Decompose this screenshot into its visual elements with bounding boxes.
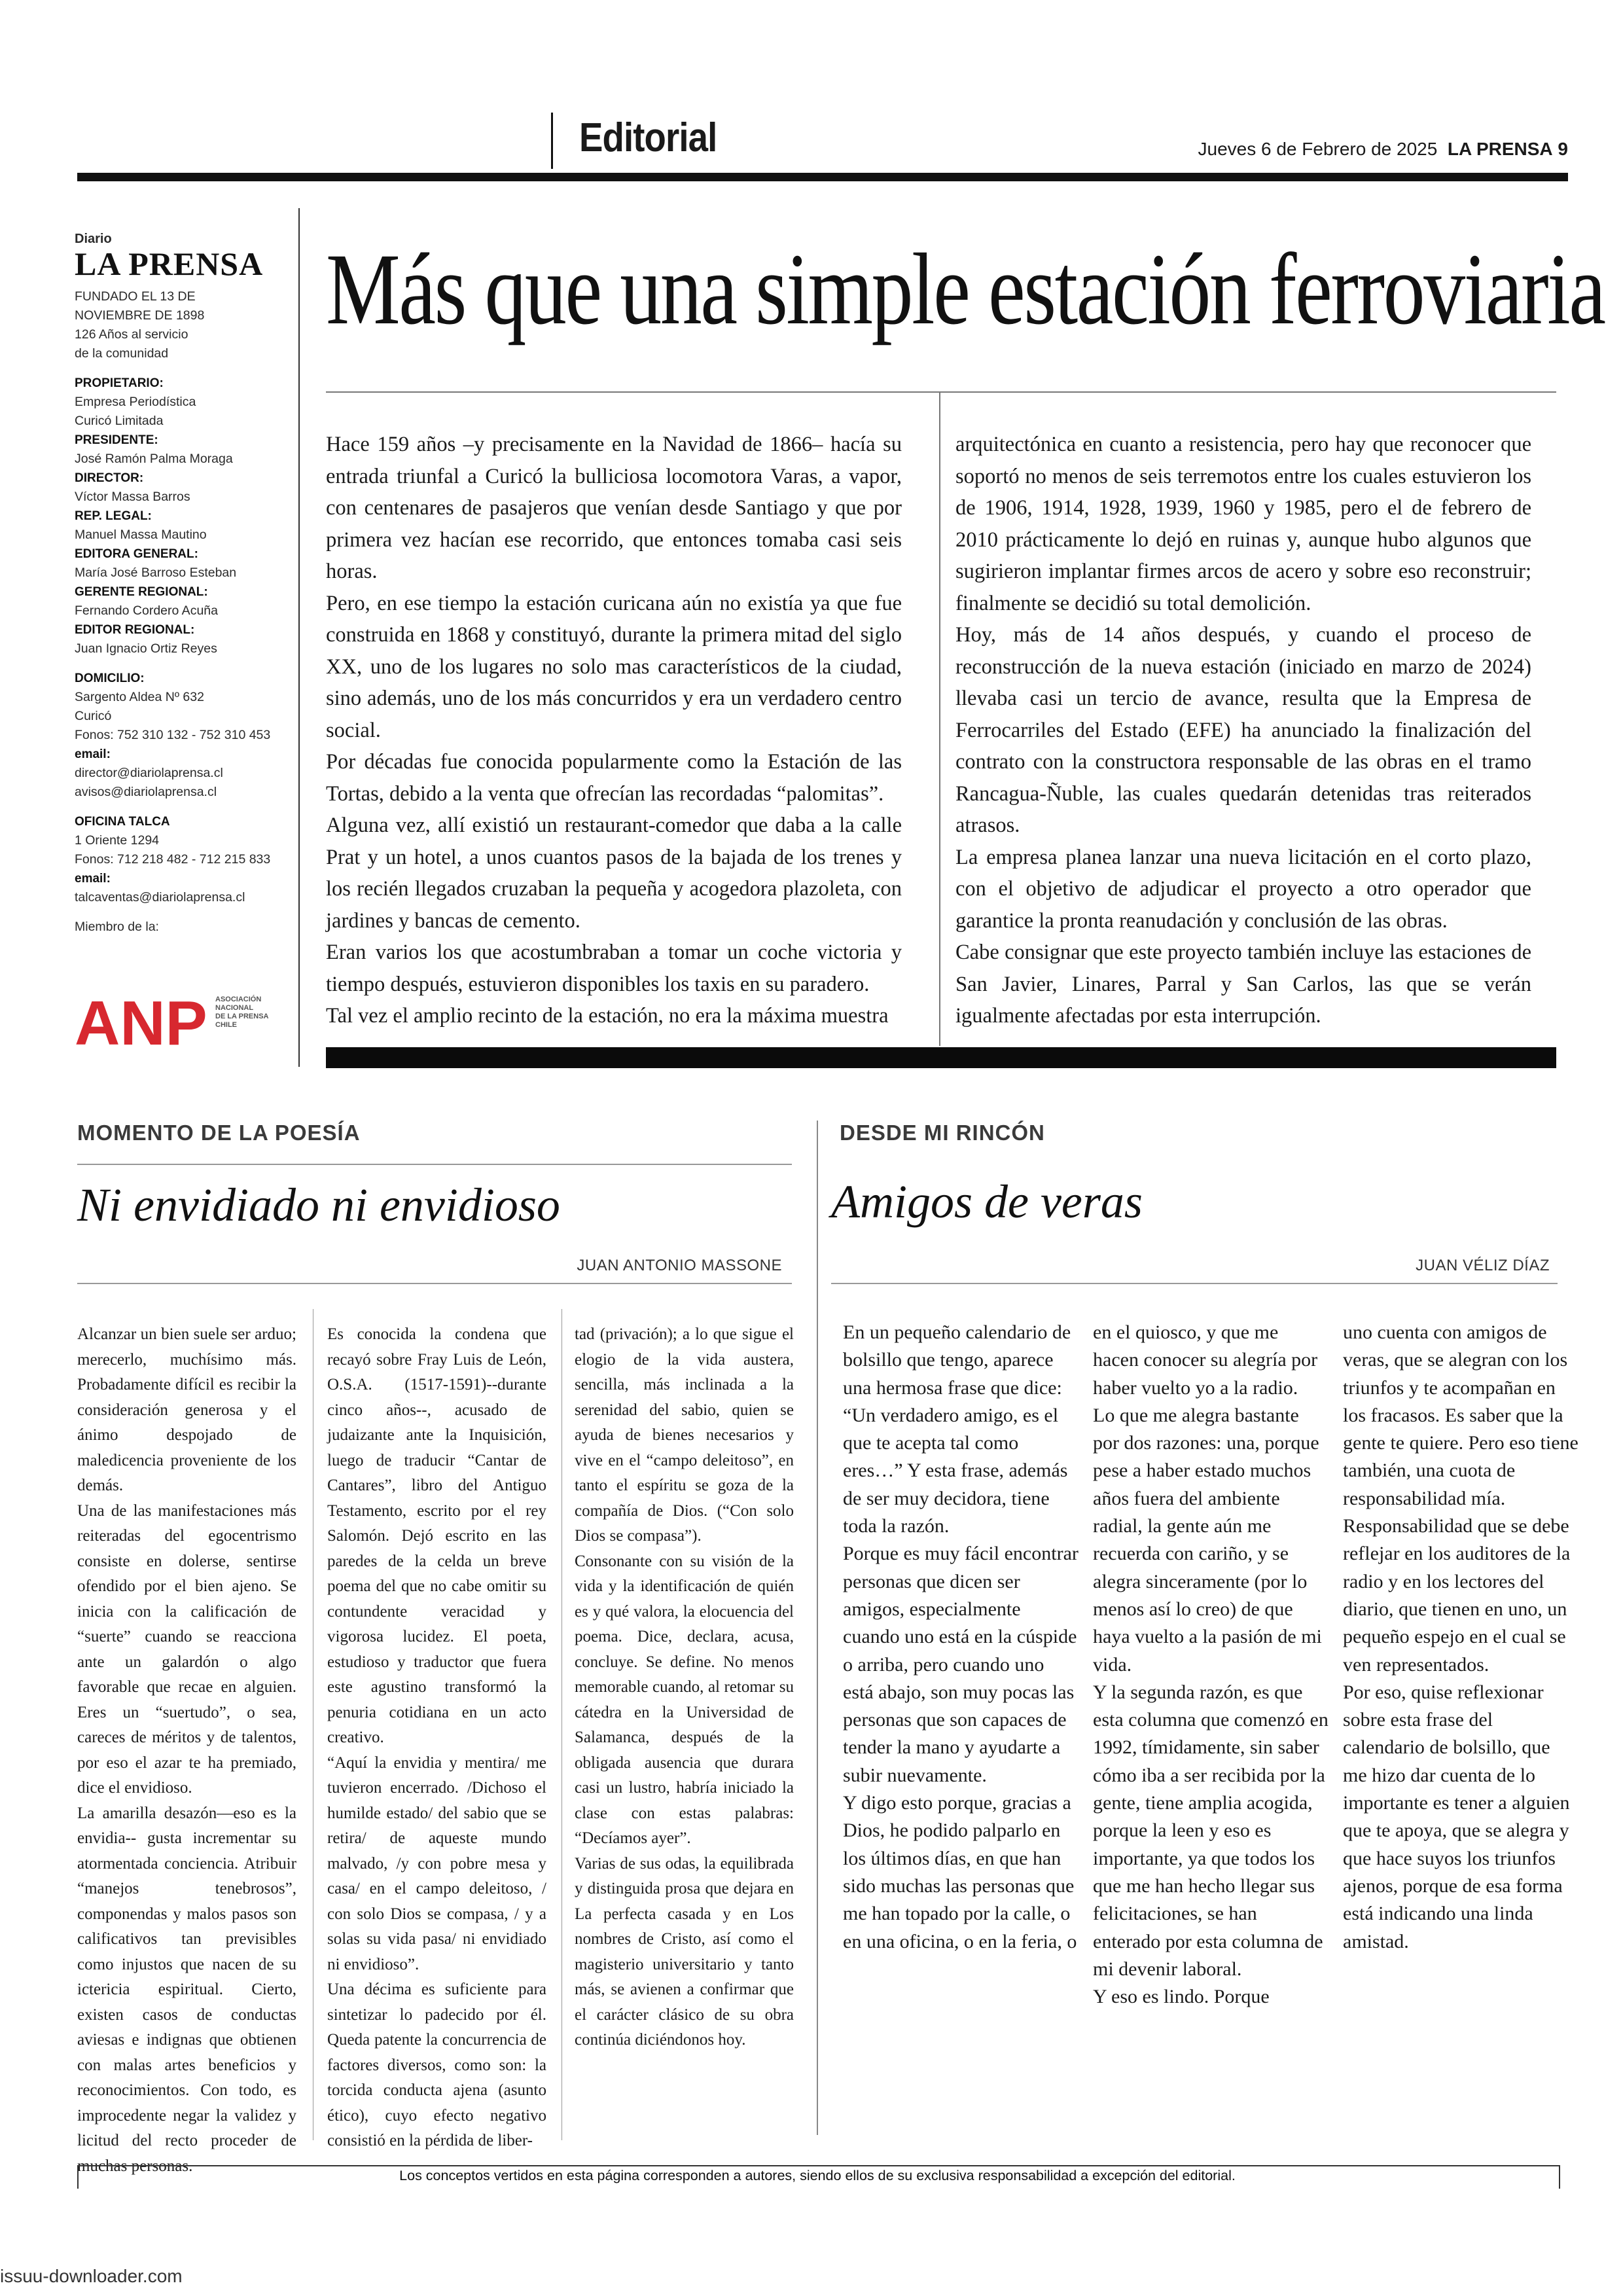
header-rule (77, 173, 1568, 181)
rincon-column-3 (1343, 1319, 1578, 1956)
domicilio-line: Curicó (75, 709, 112, 723)
masthead-role-label: REP. LEGAL: (75, 509, 152, 523)
editorial-headline: Más que una simple estación ferroviaria (326, 232, 1605, 346)
paragraph: Responsabilidad que se debe reflejar en los auditores de la radio y en los lectores del diario, que tienen en uno, un pequeño espejo en el cual se ven representados. (1343, 1515, 1571, 1676)
paragraph: Una de las manifestaciones más reiteradas del egocentrismo consiste en dolerse, sentirse ofendido por el bien ajeno. Se inicia con la calificación de “suerte” cuando se reacciona ante un galardón o algo favorable que recae en alguien. Eres un “suertudo”, o sea, careces de méritos y de talentos, por eso el azar te ha premiado, dice el envidioso. (77, 1501, 296, 1797)
paragraph: Lo que me alegra bastante por dos razones: una, porque pese a haber estado muchos años fuera del ambiente radial, la gente aún me recuerda con cariño, y se alegra sinceramente (por lo menos así lo creo) de que haya vuelto a la pasión de mi vida. (1093, 1404, 1322, 1676)
paragraph: La empresa planea lanzar una nueva licitación en el corto plazo, con el objetivo de adjudicar el proyecto a otro operador que garantice la pronta reanudación y conclusión de las obras. (955, 845, 1531, 933)
paragraph: Y eso es lindo. Porque (1093, 1986, 1270, 2008)
poesia-kicker: MOMENTO DE LA POESÍA (77, 1121, 361, 1145)
poesia-kicker-rule (77, 1164, 792, 1165)
email-address[interactable]: avisos@diariolaprensa.cl (75, 785, 217, 799)
email-label: email: (75, 747, 111, 761)
founded-line: 126 Años al servicio (75, 327, 188, 342)
paragraph: tad (privación); a lo que sigue el elogio de la vida austera, sencilla, más inclinada a la serenidad del sabio, quien se ayuda de bienes necesarios y vive en el “campo deleitoso”, en tanto el espíritu se goza de la compañía de Dios. (“Con solo Dios se compasa”). (575, 1325, 794, 1545)
anp-text-line: CHILE (215, 1021, 237, 1029)
masthead-role-label: PROPIETARIO: (75, 376, 164, 390)
editorial-column-divider (939, 391, 940, 1046)
domicilio-label: DOMICILIO: (75, 672, 145, 685)
page-number: 9 (1558, 139, 1568, 159)
poesia-column-2 (327, 1322, 546, 2154)
editorial-bottom-band (326, 1047, 1556, 1068)
rincon-byline-rule (831, 1283, 1558, 1284)
paragraph: Hoy, más de 14 años después, y cuando el proceso de reconstrucción de la nueva estación (iniciado en marzo de 2024) llevaba casi un tercio de avance, resulta que la Empresa de Ferrocarriles del Estado (EFE) ha anunciado la finalización del contrato con la constructora responsable de las obras en el tramo Rancagua-Ñuble, las cuales quedarán detenidas tras reiterados atrasos. (955, 623, 1531, 837)
paragraph: Eran varios los que acostumbraban a tomar un coche victoria y tiempo después, estuvieron disponibles los taxis en su paradero. (326, 941, 902, 996)
poesia-column-3 (575, 1322, 794, 2053)
editorial-column-1 (326, 429, 902, 1032)
masthead-role-value: Curicó Limitada (75, 414, 164, 428)
poesia-byline-rule (77, 1283, 792, 1284)
header-date: Jueves 6 de Febrero de 2025 (1198, 139, 1438, 159)
headline-rule (326, 391, 1556, 393)
talca-label: OFICINA TALCA (75, 815, 170, 829)
paragraph: arquitectónica en cuanto a resistencia, pero hay que reconocer que soportó no menos de seis terremotos entre los cuales estuvieron los de 1906, 1914, 1928, 1939, 1960 y 1985, pero el de febrero de 2010 prácticamente lo dejó en ruinas y, aunque hubo algunos que sugirieron implantar firmes arcos de acero y sobre eso reconstruir; finalmente se decidió su total demolición. (955, 433, 1531, 615)
founded-line: NOVIEMBRE DE 1898 (75, 308, 205, 323)
masthead-role-label: EDITOR REGIONAL: (75, 623, 195, 637)
paragraph: Porque es muy fácil encontrar personas que dicen ser amigos, especialmente cuando uno está en la cúspide o arriba, pero cuando uno está abajo, son muy pocas las personas que son capaces de tender la mano y ayudarte a subir nuevamente. (843, 1543, 1079, 1786)
rincon-author: JUAN VÉLIZ DÍAZ (1416, 1257, 1550, 1274)
paragraph: “Aquí la envidia y mentira/ me tuvieron encerrado. /Dichoso el humilde estado/ del sabio que se retira/ de aqueste mundo malvado, /y con pobre mesa y casa/ en el campo deleitoso, / con solo Dios se compasa, / y a solas su vida pasa/ ni envidiado ni envidioso”. (327, 1753, 546, 1973)
masthead-role-value: María José Barroso Esteban (75, 565, 237, 580)
masthead-role-value: Manuel Massa Mautino (75, 528, 207, 542)
paragraph: Consonante con su visión de la vida y la identificación de quién es y qué valora, la elocuencia del poema. Dice, declara, acusa, concluye. Se define. No menos memorable cuando, al retomar su cátedra en la Universidad de Salamanca, después de la obligada ausencia que durara casi un lustro, habría iniciado la clase con estas palabras: “Decíamos ayer”. (575, 1552, 794, 1847)
poesia-column-1 (77, 1322, 296, 2179)
masthead (75, 232, 291, 937)
watermark-text: issuu-downloader.com (0, 2266, 183, 2286)
paragraph: En un pequeño calendario de bolsillo que tengo, aparece una hermosa frase que dice: “Un verdadero amigo, es el que te acepta tal como eres…” Y esta frase, además de ser muy decidora, tiene toda la razón. (843, 1321, 1071, 1537)
email-address[interactable]: director@diariolaprensa.cl (75, 766, 223, 780)
poesia-author: JUAN ANTONIO MASSONE (577, 1257, 782, 1274)
editorial-column-2 (955, 429, 1531, 1032)
paragraph: Una décima es suficiente para sintetizar lo padecido por él. Queda patente la concurrencia de factores diversos, como son: la torcida conducta ajena (asunto ético), cuyo efecto negativo consistió en la pérdida de liber- (327, 1981, 546, 2149)
header-date-line (1198, 139, 1569, 160)
masthead-role-value: Juan Ignacio Ortiz Reyes (75, 641, 217, 656)
masthead-role-label: EDITORA GENERAL: (75, 547, 198, 561)
footer-disclaimer: Los conceptos vertidos en esta página corresponden a autores, siendo ellos de su exclusiva responsabilidad a excepción del editorial. (399, 2168, 1236, 2183)
header-divider (551, 113, 553, 169)
talca-line: 1 Oriente 1294 (75, 833, 160, 848)
header-paper: LA PRENSA (1447, 139, 1553, 159)
domicilio-line: Sargento Aldea Nº 632 (75, 690, 204, 704)
talca-line: Fonos: 712 218 482 - 712 215 833 (75, 852, 271, 867)
member-label: Miembro de la: (75, 920, 159, 934)
masthead-role-label: GERENTE REGIONAL: (75, 585, 208, 599)
rincon-column-2 (1093, 1319, 1329, 2011)
rincon-kicker: DESDE MI RINCÓN (840, 1121, 1045, 1145)
anp-text-line: DE LA PRENSA (215, 1013, 269, 1020)
domicilio-line: Fonos: 752 310 132 - 752 310 453 (75, 728, 271, 742)
poesia-title: Ni envidiado ni envidioso (77, 1179, 560, 1231)
paragraph: Hace 159 años –y precisamente en la Navidad de 1866– hacía su entrada triunfal a Curicó la bulliciosa locomotora Varas, a vapor, con centenares de pasajeros que venían desde Santiago y que por primera vez hacían ese recorrido, que entonces tomaba casi seis horas. (326, 433, 902, 583)
masthead-diario: Diario (75, 232, 112, 246)
masthead-entries (75, 374, 291, 658)
paragraph: Varias de sus odas, la equilibrada y distinguida prosa que dejara en La perfecta casada y en Los nombres de Cristo, así como el magisterio universitario y tanto más, se avienen a confirmar que el carácter clásico de su obra continúa diciéndonos hoy. (575, 1854, 794, 2049)
paragraph: Y digo esto porque, gracias a Dios, he podido palparlo en los últimos días, en que han sido muchas las personas que me han topado por la calle, o en una oficina, o en la feria, o (843, 1792, 1077, 1952)
masthead-role-label: PRESIDENTE: (75, 433, 158, 447)
paragraph: Y la segunda razón, es que esta columna que comenzó en 1992, tímidamente, sin saber cómo iba a ser recibida por la gente, tiene amplia acogida, porque la leen y eso es importante, ya que todos los que me han hecho llegar sus felicitaciones, se han enterado por esta columna de mi devenir laboral. (1093, 1681, 1329, 1980)
anp-text-line: ASOCIACIÓN (215, 996, 262, 1003)
paragraph: Tal vez el amplio recinto de la estación, no era la máxima muestra (326, 1004, 889, 1028)
section-title: Editorial (579, 115, 717, 160)
rincon-title: Amigos de veras (831, 1175, 1143, 1228)
anp-logo-letters: ANP (75, 988, 207, 1052)
masthead-founded (75, 287, 291, 363)
rincon-column-1 (843, 1319, 1079, 1956)
talca-email-label: email: (75, 872, 111, 886)
masthead-name: LA PRENSA (75, 245, 264, 282)
paragraph: en el quiosco, y que me hacen conocer su alegría por haber vuelto yo a la radio. (1093, 1321, 1318, 1399)
talca-email-address[interactable]: talcaventas@diariolaprensa.cl (75, 890, 245, 905)
paragraph: Es conocida la condena que recayó sobre Fray Luis de León, O.S.A. (1517-1591)--durante cinco años--, acusado de judaizante ante la Inquisición, luego de traducir “Cantar de Cantares”, libro del Antiguo Testamento, escrito por el rey Salomón. Dejó escrito en las paredes de la celda un breve poema del que no cabe omitir su contundente veracidad y vigorosa lucidez. El poeta, estudioso y traductor que fuera este agustino transformó la penuria cotidiana en un acto creativo. (327, 1325, 546, 1746)
masthead-role-value: Empresa Periodística (75, 395, 196, 409)
masthead-role-value: Fernando Cordero Acuña (75, 603, 218, 618)
paragraph: Alcanzar un bien suele ser arduo; merecerlo, muchísimo más. Probadamente difícil es recibir la consideración generosa y el ánimo despojado de maledicencia proveniente de los demás. (77, 1325, 296, 1494)
section-divider (817, 1121, 818, 2135)
paragraph: Por eso, quise reflexionar sobre esta frase del calendario de bolsillo, que me hizo dar cuenta de lo importante es tener a alguien que te apoya, que se alegra y que hace suyos los triunfos ajenos, porque de esa forma está indicando una linda amistad. (1343, 1681, 1570, 1952)
founded-line: FUNDADO EL 13 DE (75, 289, 196, 304)
paragraph: Por décadas fue conocida popularmente como la Estación de las Tortas, debido a la venta que ofrecían las recordadas “palomitas”. (326, 750, 902, 806)
founded-line: de la comunidad (75, 346, 169, 361)
paragraph: uno cuenta con amigos de veras, que se alegran con los triunfos y te acompañan en los fracasos. Es saber que la gente te quiere. Pero eso tiene también, una cuota de responsabilidad mía. (1343, 1321, 1578, 1509)
paragraph: Alguna vez, allí existió un restaurant-comedor que daba a la calle Prat y un hotel, a unos cuantos pasos de la bajada de los trenes y los recién llegados cruzaban la pequeña y acogedora plazoleta, con jardines y bancas de cemento. (326, 814, 902, 933)
paragraph: Pero, en ese tiempo la estación curicana aún no existía ya que fue construida en 1868 y constituyó, durante la primera mitad del siglo XX, uno de los lugares no solo mas característicos de la ciudad, sino además, uno de los más concurridos y era un verdadero centro social. (326, 591, 902, 742)
anp-logo (75, 987, 297, 1052)
paragraph: Cabe consignar que este proyecto también incluye las estaciones de San Javier, Linares, Parral y San Carlos, las que se verán igualmente afectadas por esta interrupción. (955, 941, 1531, 1028)
paragraph: La amarilla desazón—eso es la envidia-- gusta incrementar su atormentada conciencia. Atribuir “manejos tenebrosos”, componendas y malos pasos son calificativos tan previsibles como injustos que nacen de su ictericia espiritual. Cierto, existen casos de conductas aviesas e indignas que obtienen con malas artes beneficios y reconocimientos. Con todo, es improcedente negar la validez y licitud del recto proceder de muchas personas. (77, 1804, 296, 2175)
masthead-role-value: Víctor Massa Barros (75, 490, 190, 504)
masthead-role-value: José Ramón Palma Moraga (75, 452, 233, 466)
sidebar-rule (298, 208, 300, 1067)
masthead-role-label: DIRECTOR: (75, 471, 144, 485)
anp-text-line: NACIONAL (215, 1004, 254, 1012)
